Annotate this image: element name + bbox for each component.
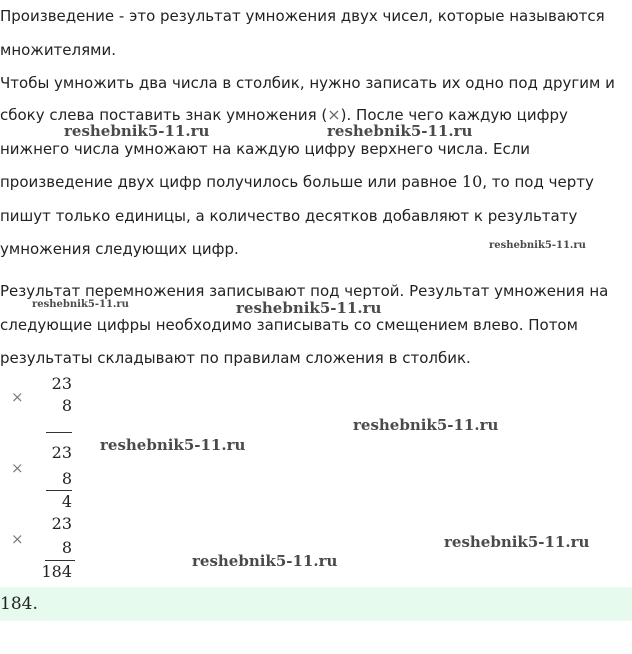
text-fragment: сбоку слева поставить знак умножения ( bbox=[0, 106, 328, 124]
text-fragment: , то под черту bbox=[482, 173, 594, 191]
result-bar bbox=[46, 490, 72, 491]
answer-panel bbox=[0, 587, 632, 621]
watermark: reshebnik5-11.ru bbox=[444, 533, 590, 551]
text-line: нижнего числа умножают на каждую цифру верхнего числа. Если bbox=[0, 140, 531, 158]
multiplier: 8 bbox=[61, 469, 72, 488]
text-line bbox=[0, 173, 594, 191]
multiplication-step-3 bbox=[0, 514, 100, 584]
times-sign: × bbox=[11, 530, 24, 548]
multiplier: 8 bbox=[61, 538, 72, 557]
text-line: умножения следующих цифр. bbox=[0, 240, 239, 258]
times-sign: × bbox=[11, 459, 24, 477]
result-bar bbox=[46, 432, 72, 433]
text-fragment: произведение двух цифр получилось больше или равное bbox=[0, 173, 462, 191]
watermark: reshebnik5-11.ru bbox=[100, 436, 246, 454]
answer-value: 184. bbox=[0, 594, 38, 614]
result-bar bbox=[45, 560, 75, 561]
product-result: 184 bbox=[41, 562, 72, 581]
text-line: Произведение - это результат умножения двух чисел, которые называются bbox=[0, 7, 605, 25]
watermark: reshebnik5-11.ru bbox=[327, 122, 473, 140]
partial-result: 4 bbox=[61, 492, 72, 511]
multiplication-step-1 bbox=[0, 374, 100, 434]
multiplicand: 23 bbox=[51, 514, 72, 533]
watermark: reshebnik5-11.ru bbox=[489, 240, 586, 251]
times-sign: × bbox=[11, 388, 24, 406]
multiplicand: 23 bbox=[51, 443, 72, 462]
text-fragment: ). После чего каждую цифру bbox=[340, 106, 568, 124]
watermark: reshebnik5-11.ru bbox=[192, 552, 338, 570]
multiplier: 8 bbox=[61, 396, 72, 415]
times-symbol: × bbox=[327, 105, 341, 124]
text-line: результаты складывают по правилам сложения в столбик. bbox=[0, 349, 471, 367]
math-number: 10 bbox=[461, 172, 483, 191]
watermark: reshebnik5-11.ru bbox=[32, 299, 129, 310]
multiplication-step-2 bbox=[0, 441, 100, 511]
watermark: reshebnik5-11.ru bbox=[236, 299, 382, 317]
text-line: следующие цифры необходимо записывать со смещением влево. Потом bbox=[0, 316, 578, 334]
text-line: множителями. bbox=[0, 41, 116, 59]
text-line: пишут только единицы, а количество десятков добавляют к результату bbox=[0, 207, 578, 225]
watermark: reshebnik5-11.ru bbox=[353, 416, 499, 434]
text-line: Чтобы умножить два числа в столбик, нужно записать их одно под другим и bbox=[0, 74, 615, 92]
watermark: reshebnik5-11.ru bbox=[64, 122, 210, 140]
multiplicand: 23 bbox=[51, 374, 72, 393]
text-line: Результат перемножения записывают под чертой. Результат умножения на bbox=[0, 282, 609, 300]
